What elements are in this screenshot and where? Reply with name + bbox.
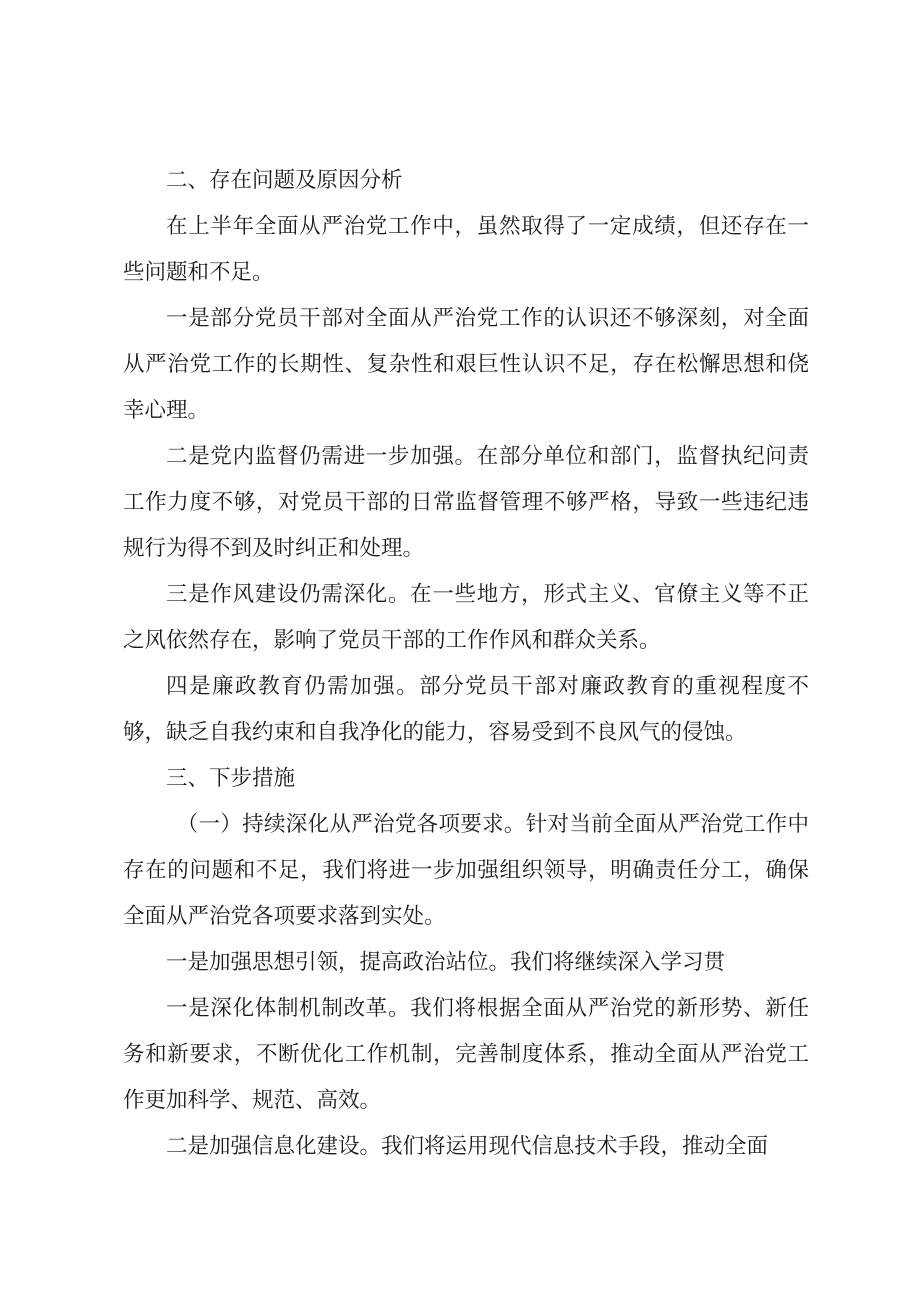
paragraph-problem-1: 一是部分党员干部对全面从严治党工作的认识还不够深刻，对全面从严治党工作的长期性、复杂性和艰巨性认识不足，存在松懈思想和侥幸心理。	[123, 306, 809, 423]
paragraph-intro-problems: 在上半年全面从严治党工作中，虽然取得了一定成绩，但还存在一些问题和不足。	[123, 214, 809, 285]
paragraph-measure-1: 一是加强思想引领，提高政治站位。我们将继续深入学习贯	[166, 950, 726, 975]
paragraph-problem-2: 二是党内监督仍需进一步加强。在部分单位和部门，监督执纪问责工作力度不够，对党员干部的日常监督管理不够严格，导致一些违纪违规行为得不到及时纠正和处理。	[123, 444, 809, 561]
paragraph-measure-reform: 一是深化体制机制改革。我们将根据全面从严治党的新形势、新任务和新要求，不断优化工作机制，完善制度体系，推动全面从严治党工作更加科学、规范、高效。	[123, 996, 809, 1113]
paragraph-problem-4: 四是廉政教育仍需加强。部分党员干部对廉政教育的重视程度不够，缺乏自我约束和自我净化的能力，容易受到不良风气的侵蚀。	[123, 674, 809, 745]
paragraph-problem-3: 三是作风建设仍需深化。在一些地方，形式主义、官僚主义等不正之风依然存在，影响了党员干部的工作作风和群众关系。	[123, 582, 809, 653]
section-heading-problems: 二、存在问题及原因分析	[166, 168, 403, 193]
section-heading-next-steps: 三、下步措施	[166, 766, 296, 791]
subsection-heading-1: （一）持续深化从严治党各项要求。针对当前全面从严治党工作中存在的问题和不足，我们将进一步加强组织领导，明确责任分工，确保全面从严治党各项要求落到实处。	[123, 812, 809, 929]
document-body	[123, 158, 809, 1170]
paragraph-measure-informatization: 二是加强信息化建设。我们将运用现代信息技术手段，推动全面	[166, 1134, 769, 1159]
